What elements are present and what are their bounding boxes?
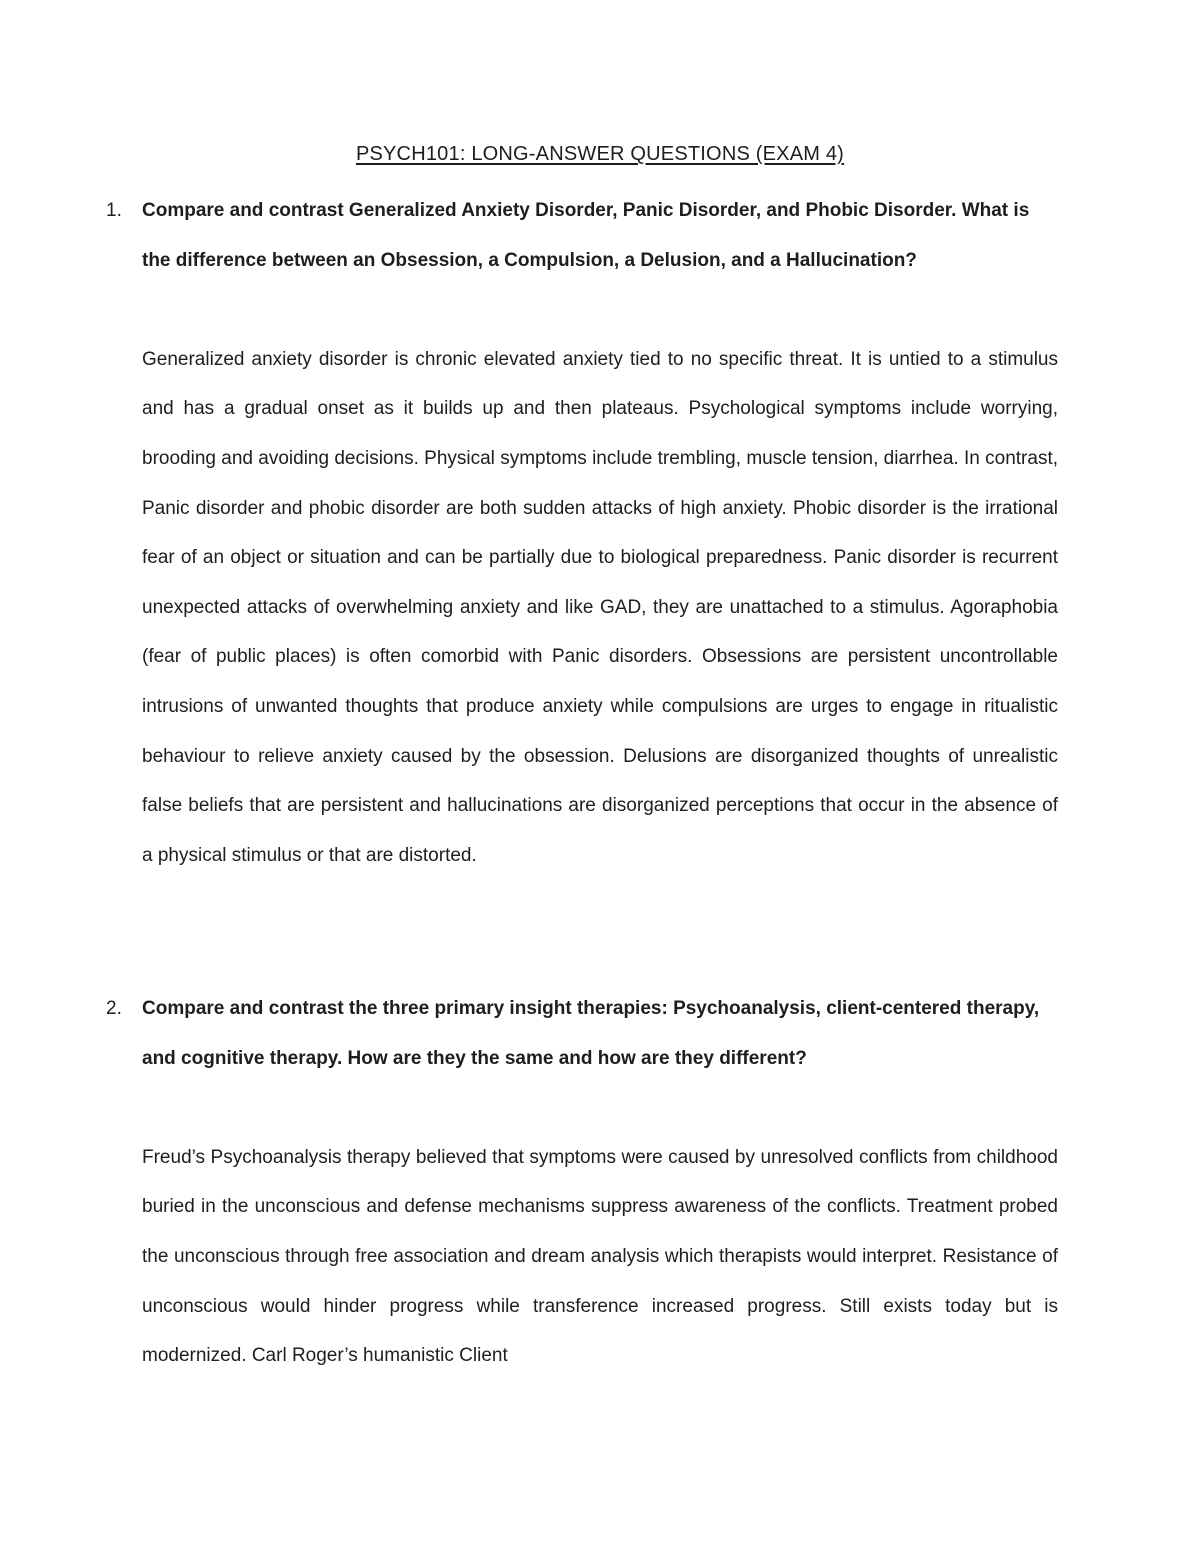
question-text: Compare and contrast Generalized Anxiety Disorder, Panic Disorder, and Phobic Disorder. What is the difference between an Obsession, a Compulsion, a Delusion, and a Hallucination? — [142, 200, 1030, 271]
answer-text: Freud’s Psychoanalysis therapy believed that symptoms were caused by unresolved conflicts from childhood buried in the unconscious and defense mechanisms suppress awareness of the conflicts. Treatment probed the unconscious through free association and dream analysis which therapists would interpret. Resistance of unconscious would hinder progress while transference increased progress. Still exists today but is modernized. Carl Roger’s humanistic Client — [142, 1146, 1058, 1367]
question-text: Compare and contrast the three primary insight therapies: Psychoanalysis, client-centered therapy, and cognitive therapy. How are they the same and how are they different? — [142, 998, 1040, 1069]
answer-text: Generalized anxiety disorder is chronic elevated anxiety tied to no specific threat. It is untied to a stimulus and has a gradual onset as it builds up and then plateaus. Psychological symptoms include worrying, brooding and avoiding decisions. Physical symptoms include trembling, muscle tension, diarrhea. In contrast, Panic disorder and phobic disorder are both sudden attacks of high anxiety. Phobic disorder is the irrational fear of an object or situation and can be partially due to biological preparedness. Panic disorder is recurrent unexpected attacks of overwhelming anxiety and like GAD, they are unattached to a stimulus. Agoraphobia (fear of public places) is often comorbid with Panic disorders. Obsessions are persistent uncontrollable intrusions of unwanted thoughts that produce anxiety while compulsions are urges to engage in ritualistic behaviour to relieve anxiety caused by the obsession. Delusions are disorganized thoughts of unrealistic false beliefs that are persistent and hallucinations are disorganized perceptions that occur in the absence of a physical stimulus or that are distorted. — [142, 348, 1058, 866]
question-number: 1. — [106, 200, 122, 221]
document-title: PSYCH101: LONG-ANSWER QUESTIONS (EXAM 4) — [355, 143, 845, 165]
question-number: 2. — [106, 998, 122, 1019]
